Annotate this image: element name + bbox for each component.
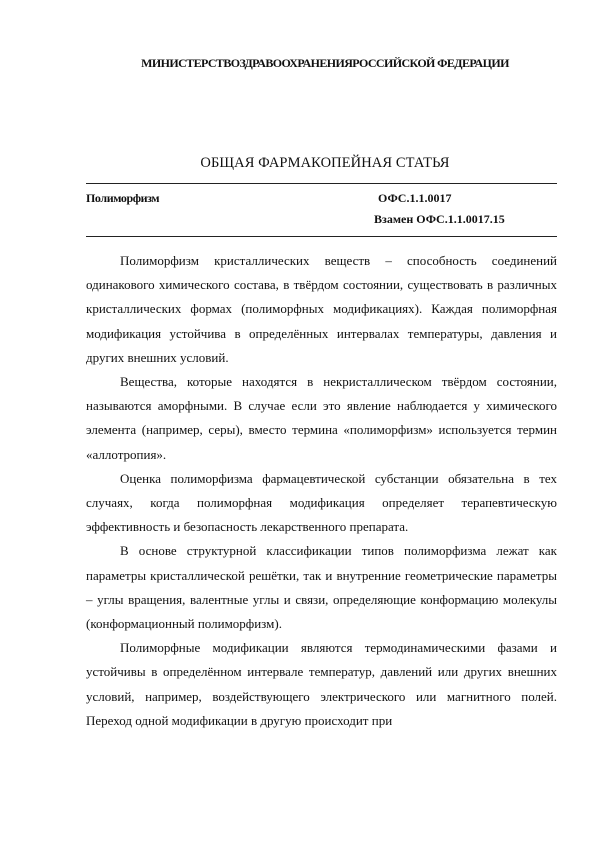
paragraph-4: В основе структурной классификации типов полиморфизма лежат как параметры кристаллической решётки, так и внутренние геометрические параметры – углы вращения, валентные углы и связи, определяющие конформацию молекулы (конформационный полиморфизм). [86, 543, 557, 632]
article-body [86, 249, 557, 733]
top-divider [86, 183, 557, 184]
bottom-divider [86, 236, 557, 237]
ministry-header: МИНИСТЕРСТВОЗДРАВООХРАНЕНИЯРОССИЙСКОЙ ФЕДЕРАЦИИ [141, 56, 509, 70]
article-name: Полиморфизм [86, 191, 160, 205]
article-code: ОФС.1.1.0017 [378, 191, 452, 205]
paragraph-3: Оценка полиморфизма фармацевтической субстанции обязательна в тех случаях, когда полиморфная модификация определяет терапевтическую эффективность и безопасность лекарственного препарата. [86, 470, 557, 535]
paragraph-5: Полиморфные модификации являются термодинамическими фазами и устойчивы в определённом интервале температур, давлений или других внешних условий, например, воздействующего электрического или магнитного полей. Переход одной модификации в другую происходит при [86, 640, 557, 728]
article-replaces-code: Взамен ОФС.1.1.0017.15 [374, 212, 505, 226]
document-type-title: ОБЩАЯ ФАРМАКОПЕЙНАЯ СТАТЬЯ [200, 155, 450, 171]
paragraph-2: Вещества, которые находятся в некристаллическом твёрдом состоянии, называются аморфными. В случае если это явление наблюдается у химического элемента (например, серы), вместо термина «полиморфизм» используется термин «аллотропия». [86, 374, 557, 462]
paragraph-1: Полиморфизм кристаллических веществ – способность соединений одинакового химического состава, в твёрдом состоянии, существовать в различных кристаллических формах (полиморфных модификациях). Каждая полиморфная модификация устойчива в определённых интервалах температуры, давления и других внешних условий. [86, 253, 557, 365]
